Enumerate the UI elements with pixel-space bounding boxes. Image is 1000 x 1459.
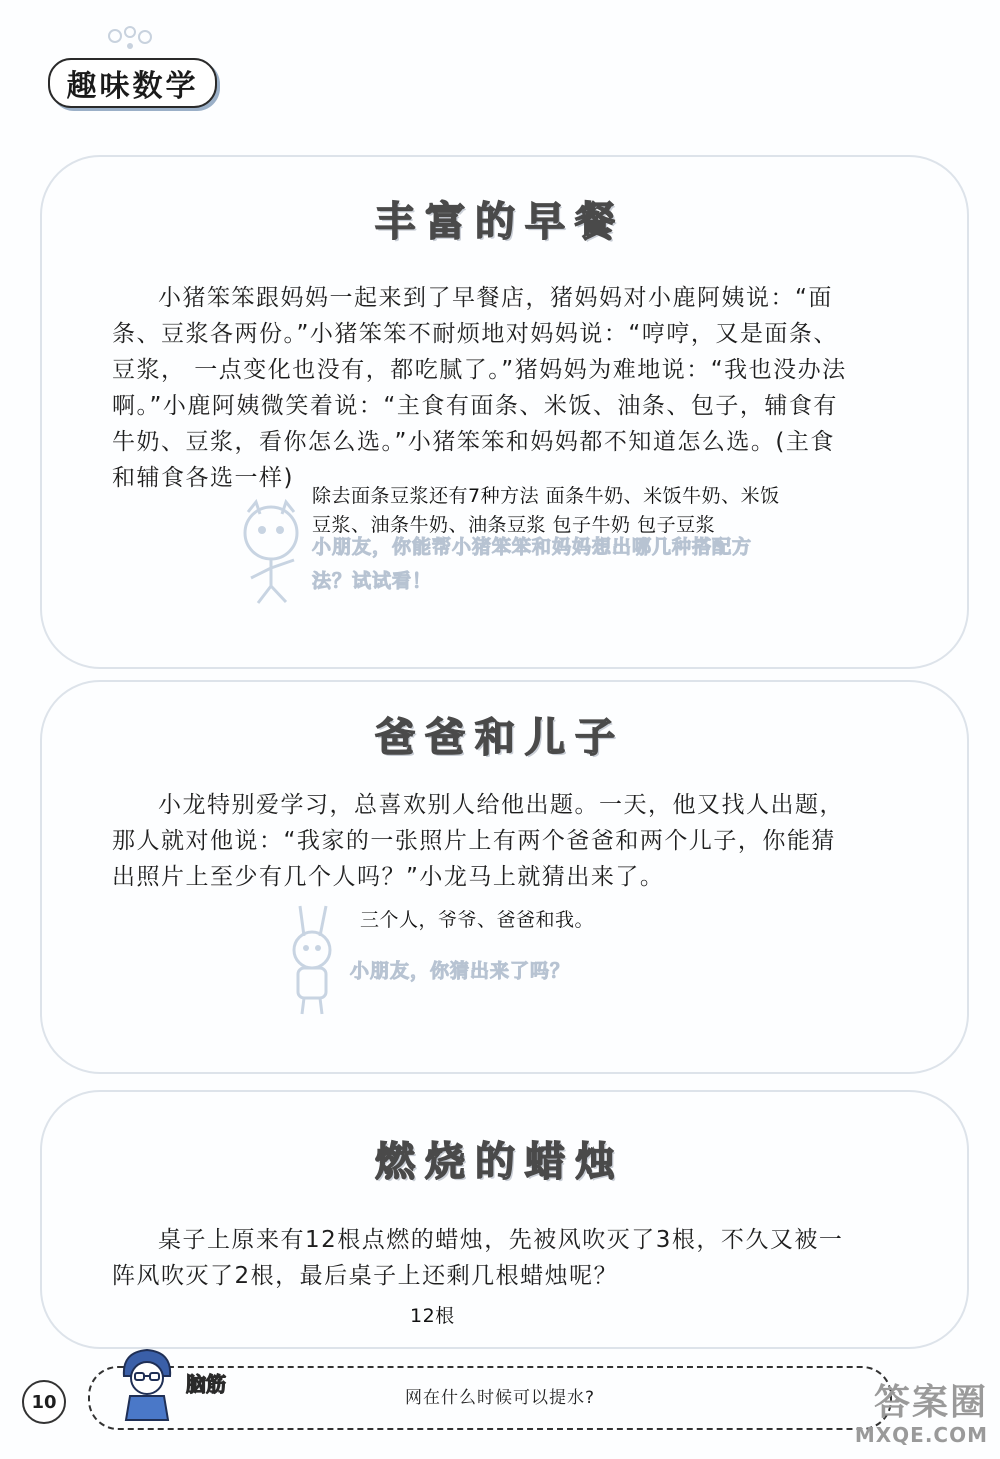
cartoon-rabbit-icon bbox=[278, 898, 348, 1018]
watermark-sub: MXQE.COM bbox=[854, 1423, 988, 1447]
hint-text: 小朋友，你能帮小猪笨笨和妈妈想出哪几种搭配方法？试试看！ bbox=[312, 536, 753, 592]
section-title: 燃烧的蜡烛 bbox=[375, 1139, 625, 1185]
watermark bbox=[798, 1384, 988, 1454]
section-title: 爸爸和儿子 bbox=[375, 715, 625, 761]
problem-text: 小猪笨笨跟妈妈一起来到了早餐店，猪妈妈对小鹿阿姨说：“面条、豆浆各两份。”小猪笨笨不耐烦地对妈妈说：“哼哼，又是面条、豆浆， 一点变化也没有，都吃腻了。”猪妈妈为难地说：“我也没办法啊。”小鹿阿姨微笑着说：“主食有面条、米饭、油条、包子，辅食有牛奶、豆浆，看你怎么选。”小猪笨笨和妈妈都不知道怎么选。(主食和辅食各选一样) bbox=[112, 285, 847, 491]
problem-text: 桌子上原来有12根点燃的蜡烛，先被风吹灭了3根，不久又被一阵风吹灭了2根，最后桌子上还剩几根蜡烛呢？ bbox=[112, 1227, 844, 1289]
page-number: 10 bbox=[22, 1380, 66, 1424]
handwritten-answer: 除去面条豆浆还有7种方法 面条牛奶、米饭牛奶、米饭豆浆、油条牛奶、油条豆浆 包子牛奶 包子豆浆 bbox=[312, 485, 780, 536]
watermark-main: 答案圈 bbox=[873, 1382, 988, 1423]
problem-text: 小龙特别爱学习，总喜欢别人给他出题。一天，他又找人出题，那人就对他说：“我家的一张照片上有两个爸爸和两个儿子，你能猜出照片上至少有几个人吗？”小龙马上就猜出来了。 bbox=[112, 792, 844, 890]
hint-text: 小朋友，你猜出来了吗？ bbox=[350, 960, 571, 982]
footer-label: 脑筋 bbox=[186, 1372, 226, 1396]
handwritten-answer: 12根 bbox=[410, 1305, 455, 1327]
flower-doodle-icon bbox=[95, 22, 165, 52]
footer-riddle-text: 网在什么时候可以提水? bbox=[404, 1388, 596, 1408]
cartoon-cat-icon bbox=[226, 498, 316, 608]
handwritten-answer: 三个人，爷爷、爸爸和我。 bbox=[360, 909, 595, 931]
section-card-candles bbox=[40, 1090, 969, 1349]
section-title: 丰富的早餐 bbox=[375, 199, 625, 245]
book-logo: 趣味数学 bbox=[48, 58, 217, 108]
